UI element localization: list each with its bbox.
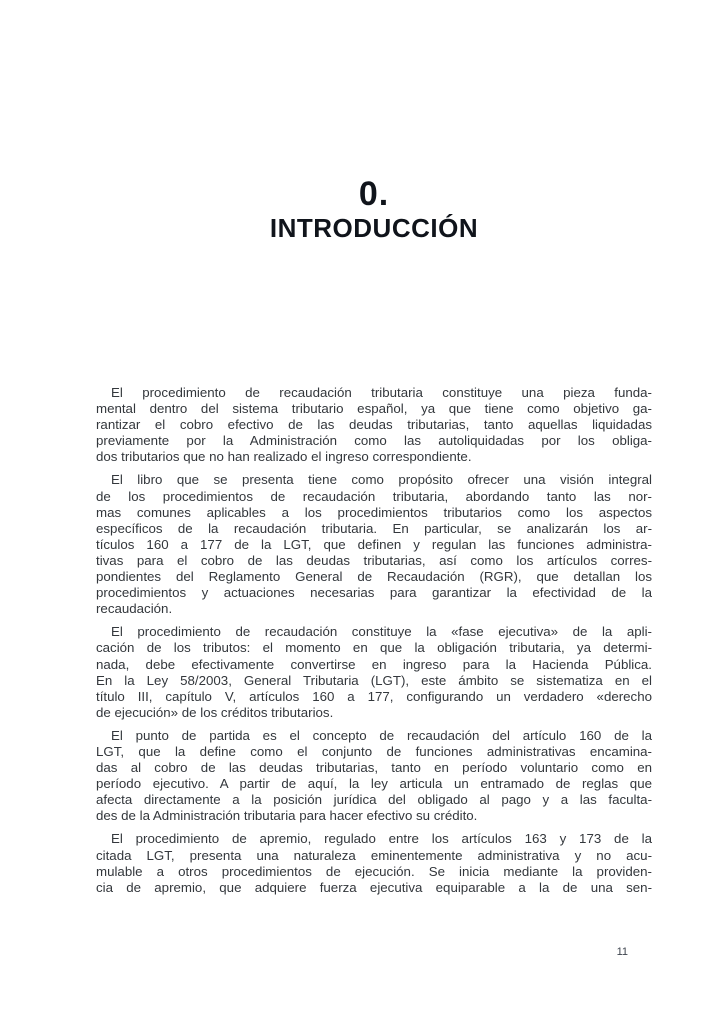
text-line: LGT, que la define como el conjunto de funciones administrativas encamina- — [96, 743, 652, 759]
text-line: afecta directamente a la posición jurídica del obligado al pago y a las faculta- — [96, 792, 652, 808]
text-line: nada, debe efectivamente convertirse en ingreso para la Hacienda Pública. — [96, 656, 652, 672]
paragraph — [96, 385, 652, 465]
paragraph — [96, 472, 652, 617]
paragraph — [96, 728, 652, 825]
page-number: 11 — [616, 946, 628, 958]
text-line: previamente por la Administración como las autoliquidadas por los obliga- — [96, 433, 652, 449]
body-text — [96, 385, 652, 896]
text-line: tículos 160 a 177 de la LGT, que definen y regulan las funciones administra- — [96, 536, 652, 552]
chapter-title: INTRODUCCIÓN — [269, 212, 479, 243]
chapter-heading — [96, 177, 652, 242]
text-line: mas comunes aplicables a los procedimientos tributarios como los aspectos — [96, 504, 652, 520]
paragraph — [96, 624, 652, 721]
text-line: procedimientos y actuaciones necesarias para garantizar la efectividad de la — [96, 585, 652, 601]
text-line: tivas para el cobro de las deudas tributarias, así como los artículos corres- — [96, 552, 652, 568]
text-line: El procedimiento de recaudación constituye la «fase ejecutiva» de la apli- — [111, 624, 652, 640]
text-line: recaudación. — [96, 601, 173, 617]
text-line: El procedimiento de apremio, regulado entre los artículos 163 y 173 de la — [111, 831, 652, 847]
text-line: pondientes del Reglamento General de Recaudación (RGR), que detallan los — [96, 569, 652, 585]
text-line: des de la Administración tributaria para hacer efectivo su crédito. — [96, 808, 478, 824]
text-line: de ejecución» de los créditos tributarios. — [96, 704, 334, 720]
text-line: das al cobro de las deudas tributarias, tanto en período voluntario como en — [96, 760, 652, 776]
text-line: cia de apremio, que adquiere fuerza ejecutiva equiparable a la de una sen- — [96, 879, 652, 895]
text-line: rantizar el cobro efectivo de las deudas tributarias, tanto aquellas liquidadas — [96, 417, 652, 433]
text-line: título III, capítulo V, artículos 160 a 177, configurando un verdadero «derecho — [96, 688, 652, 704]
text-line: mulable a otros procedimientos de ejecución. Se inicia mediante la providen- — [96, 863, 652, 879]
text-line: específicos de la recaudación tributaria. En particular, se analizarán los ar- — [96, 520, 652, 536]
text-line: En la Ley 58/2003, General Tributaria (LGT), este ámbito se sistematiza en el — [96, 672, 652, 688]
text-line: dos tributarios que no han realizado el ingreso correspondiente. — [96, 449, 472, 465]
text-line: El libro que se presenta tiene como propósito ofrecer una visión integral — [111, 472, 652, 488]
text-line: cación de los tributos: el momento en que la obligación tributaria, ya determi- — [96, 640, 652, 656]
text-line: citada LGT, presenta una naturaleza eminentemente administrativa y no acu- — [96, 847, 652, 863]
text-line: El punto de partida es el concepto de recaudación del artículo 160 de la — [111, 727, 652, 743]
text-line: período ejecutivo. A partir de aquí, la ley articula un entramado de reglas que — [96, 776, 652, 792]
text-line: mental dentro del sistema tributario español, ya que tiene como objetivo ga- — [96, 401, 652, 417]
text-line: de los procedimientos de recaudación tributaria, abordando tanto las nor- — [96, 488, 652, 504]
text-line: El procedimiento de recaudación tributaria constituye una pieza funda- — [111, 385, 652, 400]
chapter-number: 0. — [358, 175, 390, 213]
paragraph — [96, 831, 652, 895]
